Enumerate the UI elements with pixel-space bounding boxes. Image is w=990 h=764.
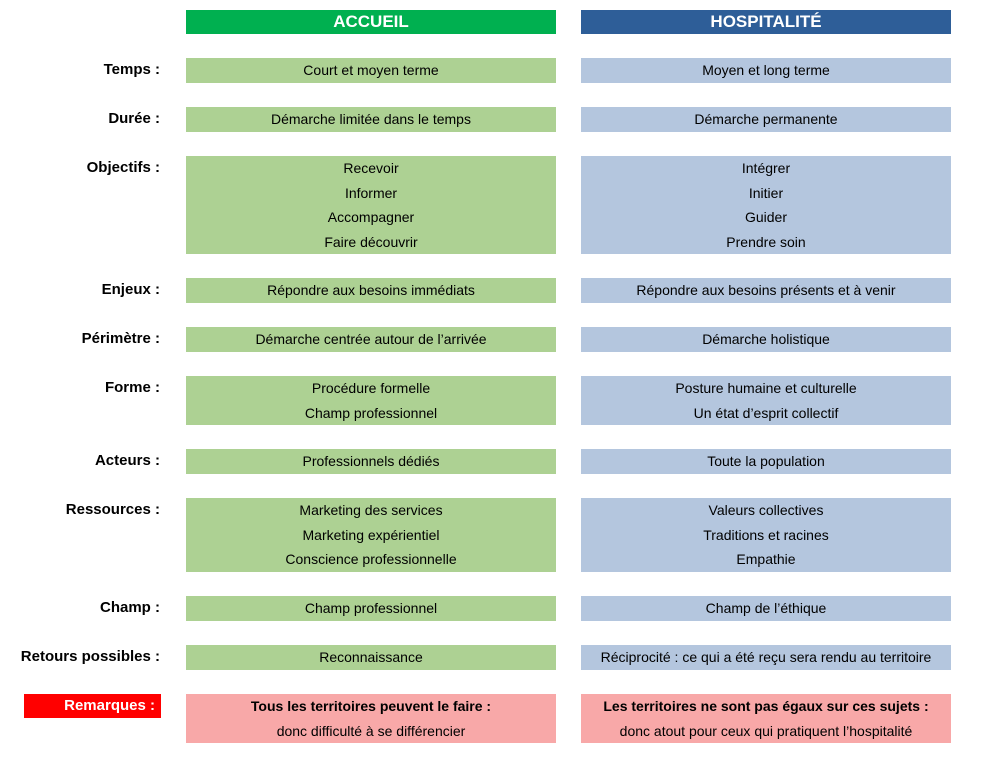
row-label-temps: Temps : <box>103 61 160 78</box>
cell-line: Informer <box>344 184 398 201</box>
accueil-cell-enjeux <box>186 278 556 303</box>
cell-line: Tous les territoires peuvent le faire : <box>250 698 492 714</box>
cell-line: Un état d’esprit collectif <box>693 404 839 421</box>
accueil-cell-remarques <box>186 694 556 743</box>
cell-line: Faire découvrir <box>324 233 418 250</box>
hospitalite-cell-retours <box>581 645 951 670</box>
row-label-enjeux: Enjeux : <box>101 281 160 298</box>
cell-line: Court et moyen terme <box>303 62 439 78</box>
cell-line: Démarche limitée dans le temps <box>271 111 471 127</box>
cell-line: Marketing des services <box>299 502 443 518</box>
cell-line: Répondre aux besoins présents et à venir <box>636 282 896 298</box>
cell-line: Recevoir <box>343 160 399 176</box>
accueil-cell-duree <box>186 107 556 132</box>
cell-line: Toute la population <box>707 453 825 469</box>
row-label-acteurs: Acteurs : <box>94 452 160 469</box>
row-label-champ: Champ : <box>100 599 160 616</box>
hospitalite-cell-duree <box>581 107 951 132</box>
accueil-cell-forme <box>186 376 556 425</box>
cell-line: Guider <box>744 209 788 225</box>
cell-line: Accompagner <box>327 209 415 225</box>
hospitalite-cell-acteurs <box>581 449 951 474</box>
cell-line: Moyen et long terme <box>702 62 830 78</box>
cell-line: Intégrer <box>741 160 791 176</box>
row-label-objectifs: Objectifs : <box>86 159 160 176</box>
cell-line: donc atout pour ceux qui pratiquent l’hospitalité <box>619 722 913 739</box>
cell-line: Professionnels dédiés <box>302 453 440 469</box>
cell-line: Les territoires ne sont pas égaux sur ces sujets : <box>603 698 929 714</box>
hospitalite-cell-enjeux <box>581 278 951 303</box>
accueil-cell-objectifs <box>186 156 556 254</box>
hospitalite-cell-objectifs <box>581 156 951 254</box>
accueil-cell-champ <box>186 596 556 621</box>
cell-line: Champ professionnel <box>304 404 438 421</box>
header-hospitalite: HOSPITALITÉ <box>581 10 951 34</box>
header-accueil: ACCUEIL <box>186 10 556 34</box>
hospitalite-cell-champ <box>581 596 951 621</box>
cell-line: Initier <box>748 184 784 201</box>
cell-line: Prendre soin <box>726 233 806 250</box>
row-label-forme: Forme : <box>104 379 160 396</box>
cell-line: Posture humaine et culturelle <box>675 380 857 396</box>
row-label-ressources: Ressources : <box>65 501 160 518</box>
accueil-cell-ressources <box>186 498 556 572</box>
cell-line: Démarche centrée autour de l’arrivée <box>255 331 487 347</box>
hospitalite-cell-forme <box>581 376 951 425</box>
cell-line: Répondre aux besoins immédiats <box>267 282 475 298</box>
row-label-remarques: Remarques : <box>24 694 161 718</box>
hospitalite-cell-temps <box>581 58 951 83</box>
hospitalite-cell-ressources <box>581 498 951 572</box>
cell-line: donc difficulté à se différencier <box>276 722 466 739</box>
accueil-cell-retours <box>186 645 556 670</box>
cell-line: Démarche permanente <box>694 111 838 127</box>
cell-line: Procédure formelle <box>311 380 431 396</box>
cell-line: Champ professionnel <box>304 600 438 616</box>
cell-line: Démarche holistique <box>702 331 830 347</box>
hospitalite-cell-perimetre <box>581 327 951 352</box>
accueil-cell-acteurs <box>186 449 556 474</box>
cell-line: Traditions et racines <box>703 526 829 543</box>
cell-line: Conscience professionnelle <box>285 551 457 567</box>
accueil-cell-perimetre <box>186 327 556 352</box>
accueil-cell-temps <box>186 58 556 83</box>
cell-line: Marketing expérientiel <box>302 526 440 543</box>
cell-line: Reconnaissance <box>319 649 423 665</box>
cell-line: Champ de l’éthique <box>705 600 827 616</box>
cell-line: Valeurs collectives <box>708 502 824 518</box>
row-label-duree: Durée : <box>108 110 160 127</box>
row-label-perimetre: Périmètre : <box>81 330 160 347</box>
hospitalite-cell-remarques <box>581 694 951 743</box>
cell-line: Empathie <box>736 551 796 567</box>
row-label-retours: Retours possibles : <box>20 648 160 665</box>
cell-line: Réciprocité : ce qui a été reçu sera rendu au territoire <box>600 649 932 665</box>
